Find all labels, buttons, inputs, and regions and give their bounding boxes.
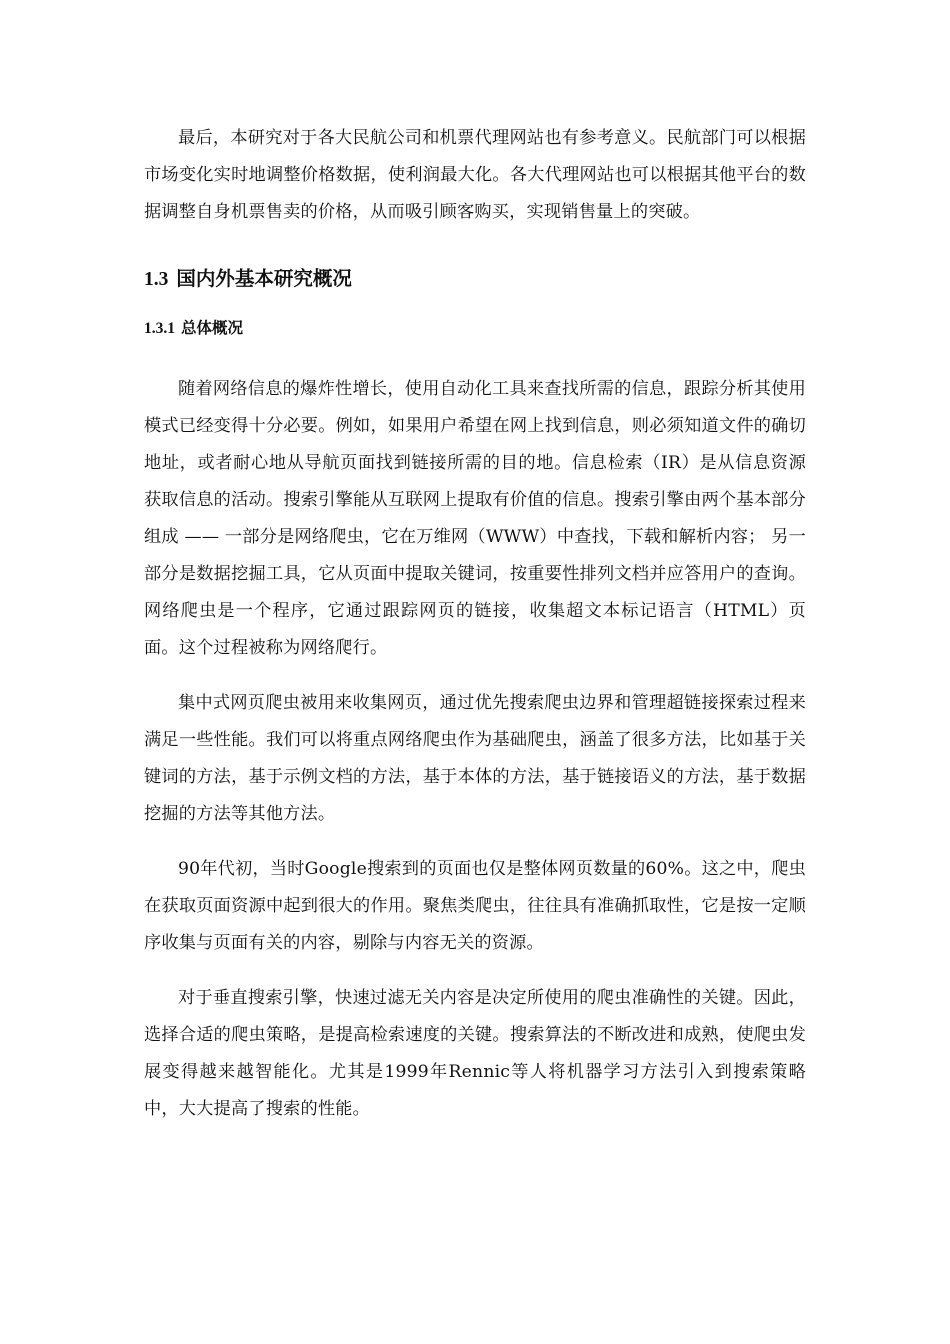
section-title: 国内外基本研究概况	[176, 267, 352, 290]
subsection-number: 1.3.1	[144, 320, 175, 337]
section-heading	[144, 265, 806, 294]
subsection-title: 总体概况	[181, 319, 244, 337]
body-paragraph-3: 90年代初，当时Google搜索到的页面也仅是整体网页数量的60%。这之中，爬虫在获取页面资源中起到很大的作用。聚焦类爬虫，往往具有准确抓取性，它是按一定顺序收集与页面有关的内容，剔除与内容无关的资源。	[144, 859, 806, 953]
subsection-heading	[144, 316, 806, 341]
intro-paragraph: 最后，本研究对于各大民航公司和机票代理网站也有参考意义。民航部门可以根据市场变化实时地调整价格数据，使利润最大化。各大代理网站也可以根据其他平台的数据调整自身机票售卖的价格，从而吸引顾客购买，实现销售量上的突破。	[144, 128, 806, 222]
section-number: 1.3	[144, 269, 169, 290]
body-paragraph-4: 对于垂直搜索引擎，快速过滤无关内容是决定所使用的爬虫准确性的关键。因此，选择合适的爬虫策略，是提高检索速度的关键。搜索算法的不断改进和成熟，使爬虫发展变得越来越智能化。尤其是1999年Rennic等人将机器学习方法引入到搜索策略中，大大提高了搜索的性能。	[144, 988, 806, 1119]
body-paragraph-2: 集中式网页爬虫被用来收集网页，通过优先搜索爬虫边界和管理超链接探索过程来满足一些性能。我们可以将重点网络爬虫作为基础爬虫，涵盖了很多方法，比如基于关键词的方法，基于示例文档的方法，基于本体的方法，基于链接语义的方法，基于数据挖掘的方法等其他方法。	[144, 693, 806, 824]
body-paragraph-1: 随着网络信息的爆炸性增长，使用自动化工具来查找所需的信息，跟踪分析其使用模式已经变得十分必要。例如，如果用户希望在网上找到信息，则必须知道文件的确切地址，或者耐心地从导航页面找到链接所需的目的地。信息检索（IR）是从信息资源获取信息的活动。搜索引擎能从互联网上提取有价值的信息。搜索引擎由两个基本部分组成 —— 一部分是网络爬虫，它在万维网（WWW）中查找，下载和解析内容； 另一部分是数据挖掘工具，它从页面中提取关键词，按重要性排列文档并应答用户的查询。网络爬虫是一个程序，它通过跟踪网页的链接，收集超文本标记语言（HTML）页面。这个过程被称为网络爬行。	[144, 379, 806, 658]
document-page	[144, 120, 806, 1128]
